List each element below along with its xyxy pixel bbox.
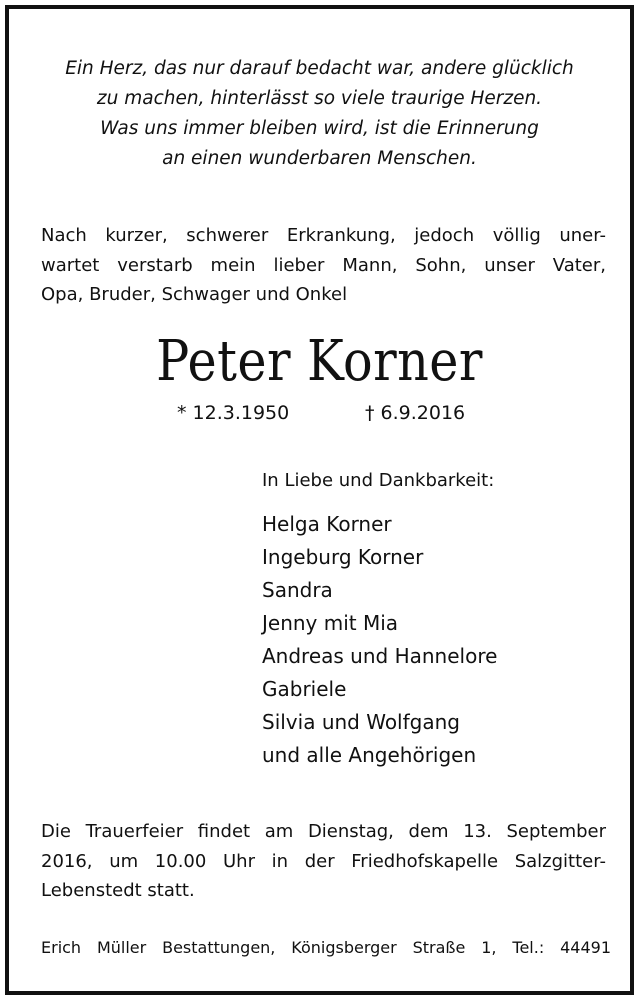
motto-line: Ein Herz, das nur darauf bedacht war, andere glücklich [65, 58, 574, 79]
list-item: Gabriele [262, 677, 347, 701]
birth-date: * 12.3.1950 [177, 402, 290, 424]
list-item: Andreas und Hannelore [262, 644, 498, 668]
list-item: Ingeburg Korner [262, 545, 424, 569]
intro-line: Opa, Bruder, Schwager und Onkel [41, 284, 348, 305]
motto-line: an einen wunderbaren Menschen. [162, 148, 477, 169]
list-item: Sandra [262, 578, 333, 602]
list-item: Jenny mit Mia [262, 611, 399, 635]
mourners-list [262, 508, 497, 772]
motto-line: zu machen, hinterlässt so viele traurige Herzen. [96, 88, 543, 109]
ceremony-line: Die Trauerfeier findet am Dienstag, dem 13. September [41, 821, 606, 842]
obituary-frame [5, 5, 634, 995]
list-item: Silvia und Wolfgang [262, 710, 460, 734]
undertaker-contact: Erich Müller Bestattungen, Königsberger Straße 1, Tel.: 44491 [41, 938, 611, 957]
ceremony-line: Lebenstedt statt. [41, 880, 195, 901]
intro-line: wartet verstarb mein lieber Mann, Sohn, unser Vater, [41, 254, 606, 276]
list-item: und alle Angehörigen [262, 743, 477, 767]
funeral-ceremony-notice [41, 817, 606, 906]
list-item: Helga Korner [262, 512, 392, 536]
deceased-name: Peter Korner [156, 329, 483, 394]
death-announcement-text [41, 221, 606, 310]
death-date: † 6.9.2016 [365, 402, 466, 424]
mourners-heading: In Liebe und Dankbarkeit: [262, 470, 495, 491]
motto-line: Was uns immer bleiben wird, ist die Erinnerung [100, 118, 539, 139]
motto-verse [9, 54, 630, 174]
intro-line: Nach kurzer, schwerer Erkrankung, jedoch völlig uner- [41, 225, 606, 246]
ceremony-line: 2016, um 10.00 Uhr in der Friedhofskapelle Salzgitter- [41, 850, 606, 872]
